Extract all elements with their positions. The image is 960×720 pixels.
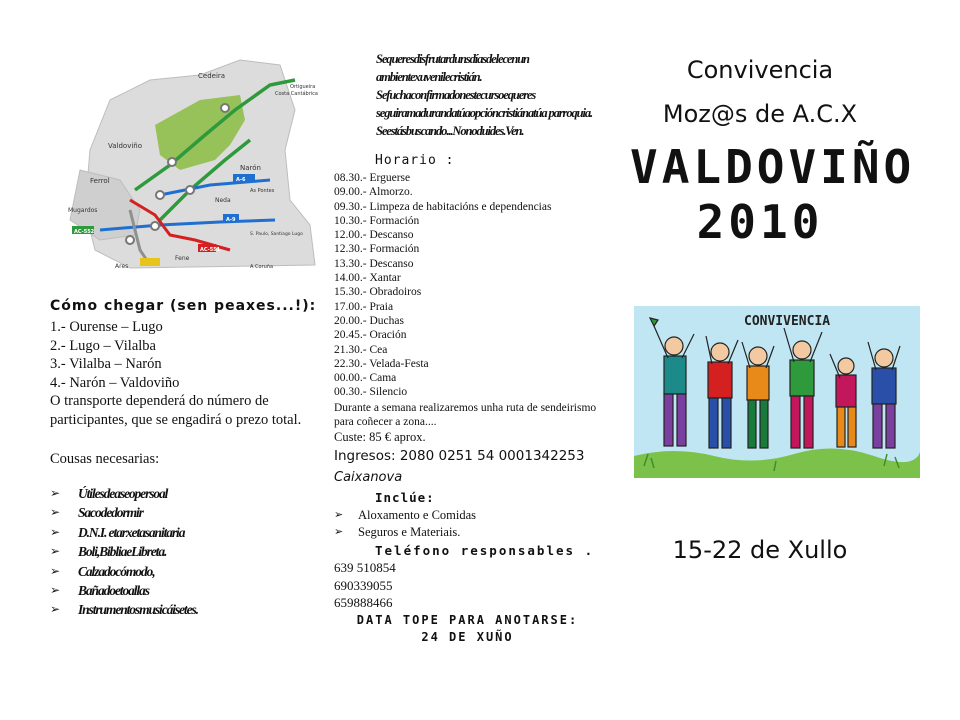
intro-paragraph: Sequeresdisfrutardunsdíasdelecenun ambientexuvenilecristián. — [376, 52, 529, 84]
map-label-costa: Costa Cantábrica — [275, 91, 318, 97]
map-label-ferrol: Ferrol — [90, 177, 110, 185]
list-item: ➢ Instrumentosmusicáisetes. — [50, 600, 198, 619]
intro-text — [334, 50, 599, 140]
map-label-cedeira: Cedeira — [198, 72, 226, 80]
event-place: VALDOVIÑO — [630, 140, 916, 194]
schedule-row: 20.00.- Duchas — [334, 314, 404, 327]
phone-title: Teléfono responsables . — [375, 543, 595, 558]
arrow-bullet-icon: ➢ — [334, 509, 344, 521]
transport-note: O transporte dependerá do número de participantes, que se engadirá o prezo total. — [50, 393, 302, 428]
deadline — [345, 612, 590, 646]
arrow-bullet-icon: ➢ — [50, 486, 61, 500]
intro-paragraph: Seestásbuscando...Nonoduides.Ven. — [376, 124, 524, 138]
event-subtitle: Moz@s de A.C.X — [662, 100, 858, 128]
map-road-ac552: AC-552 — [74, 229, 95, 235]
needs-title: Cousas necesarias: — [50, 451, 160, 467]
schedule-row: 22.30.- Velada-Festa — [334, 357, 429, 370]
list-item: ➢ Útilesdeaseopersoal — [50, 484, 198, 503]
includes-title: Inclúe: — [375, 490, 435, 505]
schedule-row: 14.00.- Xantar — [334, 272, 401, 285]
schedule-title: Horario : — [375, 153, 455, 168]
map-label-naron: Narón — [240, 164, 261, 172]
schedule-row: 09.00.- Almorzo. — [334, 186, 413, 199]
list-item: ➢ Aloxamento e Comidas — [334, 508, 477, 522]
map-road-a9: A-9 — [226, 217, 236, 223]
phone-number: 639 510854 — [334, 560, 396, 575]
location-map — [40, 50, 330, 280]
list-item: ➢ D.N.I. etarxetasanitaria — [50, 523, 198, 542]
schedule-row: 13.30.- Descanso — [334, 257, 414, 270]
map-label-aspontes: As Pontes — [250, 188, 275, 194]
map-label-neda: Neda — [215, 197, 231, 204]
route-step: 2.- Lugo – Vilalba — [50, 337, 156, 354]
map-road-a6: A-6 — [236, 177, 246, 183]
schedule-row: 10.30.- Formación — [334, 214, 420, 227]
schedule-row: 17.00.- Praia — [334, 300, 394, 313]
schedule-row: 00.00.- Cama — [334, 372, 397, 385]
schedule-row: 00.30.- Silencio — [334, 386, 408, 399]
schedule-row: 09.30.- Limpeza de habitacións e dependencias — [334, 200, 552, 213]
map-label-valdovino: Valdoviño — [108, 142, 143, 150]
list-item: ➢ Calzadocómodo, — [50, 562, 198, 581]
arrow-bullet-icon: ➢ — [50, 505, 61, 520]
phone-number: 659888466 — [334, 595, 393, 610]
schedule-row: 15.30.- Obradoiros — [334, 286, 422, 299]
route-list — [50, 318, 325, 392]
route-step: 1.- Ourense – Lugo — [50, 319, 163, 335]
deadline-label: DATA TOPE PARA ANOTARSE: — [356, 613, 579, 627]
map-label-santiago: S. Paulo, Santiago Lugo — [250, 232, 303, 237]
needs-list — [50, 484, 198, 620]
map-label-mugardos: Mugardos — [68, 207, 98, 214]
cost-text: Custe: 85 € aprox. — [334, 430, 426, 444]
map-label-ares: Ares — [115, 263, 129, 270]
phone-number: 690339055 — [334, 577, 393, 593]
list-item: ➢ Seguros e Materiais. — [334, 525, 461, 539]
list-item: ➢ Bañadoetoallas — [50, 581, 198, 600]
schedule-list — [334, 171, 604, 400]
schedule-row: 20.45.- Oración — [334, 329, 407, 342]
event-title: Convivencia — [686, 56, 834, 84]
event-year: 2010 — [696, 195, 824, 249]
week-note: Durante a semana realizaremos unha ruta de sendeirismo para coñecer a zona.... — [334, 402, 597, 429]
intro-paragraph: Sefuchaconfirmadonestecursoequeres seguiramadurandatúaopcióncristiánatúa parroquia. — [376, 88, 593, 120]
schedule-row: 12.30.- Formación — [334, 243, 420, 256]
arrow-bullet-icon: ➢ — [50, 524, 61, 539]
arrow-bullet-icon: ➢ — [50, 602, 61, 617]
includes-list — [334, 507, 476, 541]
route-step: 3.- Vilalba – Narón — [50, 356, 162, 372]
bank-account: Ingresos: 2080 0251 54 0001342253 — [334, 448, 585, 464]
bank-name: Caixanova — [334, 470, 403, 485]
map-road-ac551: AC-551 — [200, 247, 221, 253]
schedule-row: 12.00.- Descanso — [334, 229, 414, 242]
arrow-bullet-icon: ➢ — [50, 583, 61, 598]
list-item: ➢ Sacodedormir — [50, 503, 198, 522]
arrow-bullet-icon: ➢ — [50, 544, 61, 559]
schedule-row: 08.30.- Erguerse — [334, 172, 411, 184]
map-label-acoruna: A Coruña — [250, 264, 274, 270]
phone-list — [334, 559, 396, 612]
arrow-bullet-icon: ➢ — [334, 526, 344, 538]
convivencia-clipart — [634, 306, 920, 478]
arrow-bullet-icon: ➢ — [50, 563, 61, 578]
map-label-ortigueira: Ortigueira — [290, 84, 316, 90]
map-label-fene: Fene — [175, 255, 190, 262]
deadline-date: 24 DE XUÑO — [421, 630, 514, 644]
route-step: 4.- Narón – Valdoviño — [50, 374, 180, 391]
event-dates: 15-22 de Xullo — [672, 536, 848, 564]
schedule-row: 21.30.- Cea — [334, 343, 388, 356]
route-title: Cómo chegar (sen peaxes...!): — [50, 298, 317, 314]
clipart-banner: CONVIVENCIA — [744, 314, 831, 329]
list-item: ➢ Boli,BibliaeLibreta. — [50, 542, 198, 561]
